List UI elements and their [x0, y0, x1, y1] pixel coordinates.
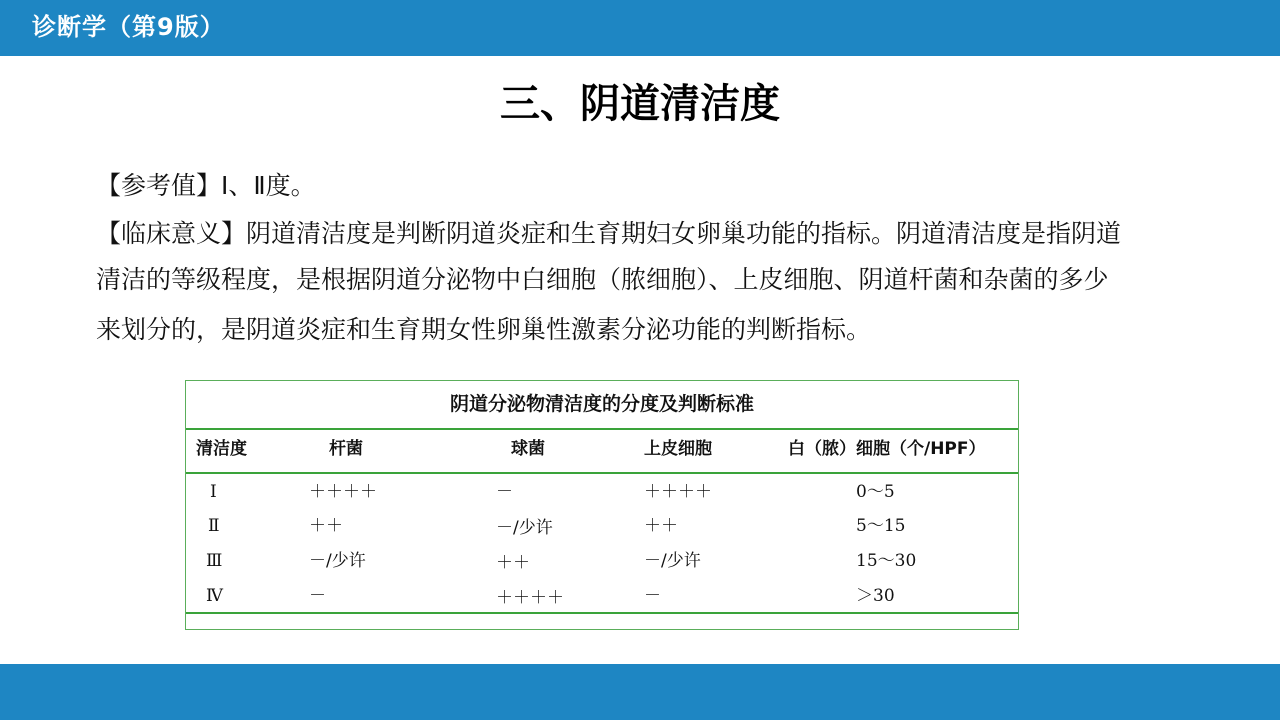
page-title: 三、阴道清洁度	[500, 81, 780, 127]
table-cell: Ⅲ	[206, 551, 223, 571]
table-cell: －	[496, 482, 513, 502]
table-cell: －	[309, 586, 326, 606]
header-cleanliness: 清洁度	[196, 439, 247, 459]
table-rule-bottom	[186, 612, 1018, 614]
header-cocci: 球菌	[511, 439, 545, 459]
table-cell: ＋＋	[644, 516, 678, 536]
table-rule-top	[186, 428, 1018, 430]
header-bacilli: 杆菌	[329, 439, 363, 459]
header-wbc: 白（脓）细胞（个/HPF）	[788, 439, 986, 459]
table-cell: －/少许	[309, 551, 366, 571]
table-cell: ＋＋＋＋	[496, 588, 564, 608]
table-cell: 5～15	[856, 516, 906, 536]
header-epithelial: 上皮细胞	[644, 439, 712, 459]
table-cell: ＋＋＋＋	[309, 482, 377, 502]
table-cell: ＞30	[856, 586, 895, 606]
table-cell: 15～30	[856, 551, 917, 571]
cleanliness-table	[185, 380, 1019, 630]
table-cell: －/少许	[644, 551, 701, 571]
table-cell: Ⅱ	[208, 516, 220, 536]
table-cell: Ⅰ	[210, 482, 217, 502]
table-cell: ＋＋＋＋	[644, 482, 712, 502]
table-cell: Ⅳ	[206, 586, 223, 606]
table-cell: 0～5	[856, 482, 895, 502]
reference-value-text: 【参考值】Ⅰ、Ⅱ度。	[96, 171, 316, 200]
table-rule-header	[186, 472, 1018, 474]
footer-bar	[0, 664, 1280, 720]
table-cell: ＋＋	[309, 516, 343, 536]
clinical-significance-line-1: 【临床意义】阴道清洁度是判断阴道炎症和生育期妇女卵巢功能的指标。阴道清洁度是指阴道	[96, 219, 1122, 248]
table-cell: －/少许	[496, 518, 553, 538]
table-cell: ＋＋	[496, 553, 530, 573]
clinical-significance-line-3: 来划分的，是阴道炎症和生育期女性卵巢性激素分泌功能的判断指标。	[96, 315, 872, 344]
table-cell: －	[644, 586, 661, 606]
book-title: 诊断学（第9版）	[32, 13, 225, 41]
table-caption: 阴道分泌物清洁度的分度及判断标准	[449, 393, 754, 415]
clinical-significance-line-2: 清洁的等级程度，是根据阴道分泌物中白细胞（脓细胞）、上皮细胞、阴道杆菌和杂菌的多少	[96, 265, 1109, 294]
header-bar	[0, 0, 1280, 56]
